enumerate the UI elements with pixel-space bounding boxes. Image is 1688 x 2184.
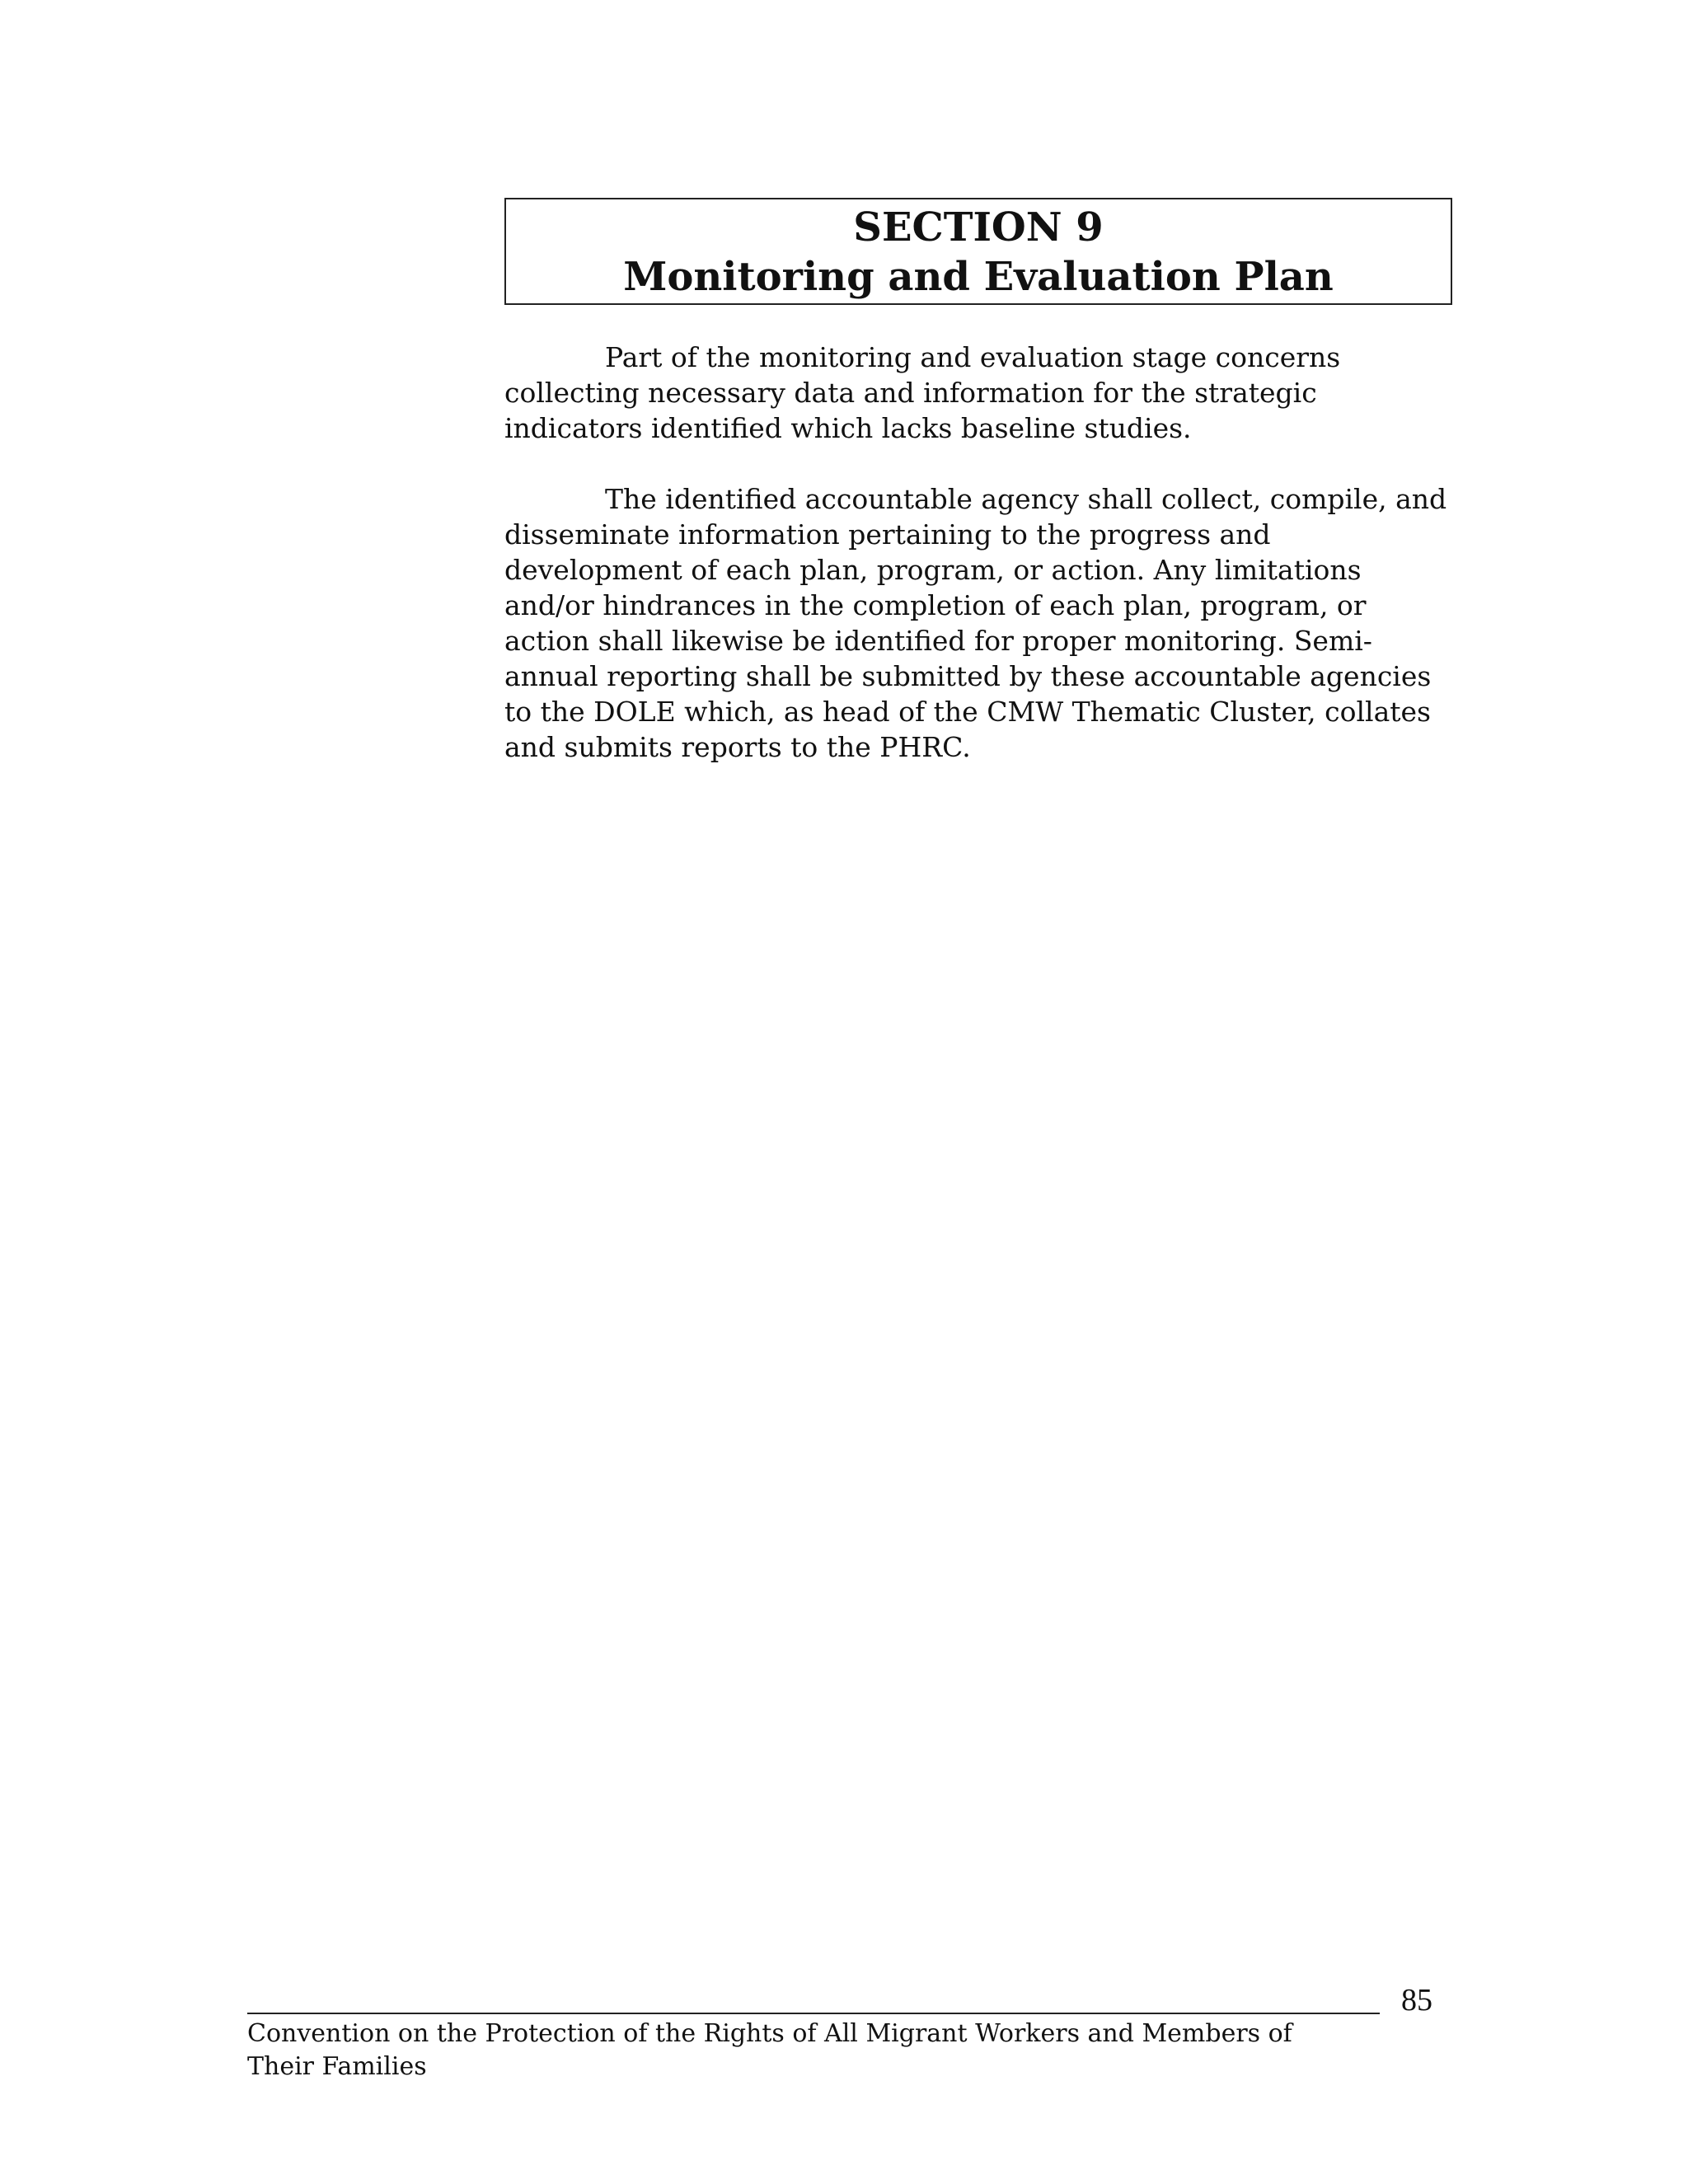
footer-divider xyxy=(247,2013,1380,2014)
body-paragraph-2: The identified accountable agency shall collect, compile, and disseminate information pertaining to the progress and development of each plan, program, or action. Any limitations and/or hindrances in the completion of each plan, program, or action shall likewise be identified for proper monitoring. Semi-annual reporting shall be submitted by these accountable agencies to the DOLE which, as head of the CMW Thematic Cluster, collates and submits reports to the PHRC. xyxy=(504,483,1447,763)
footer-text: Convention on the Protection of the Rights of All Migrant Workers and Members of Their Families xyxy=(247,2019,1292,2081)
section-title: Monitoring and Evaluation Plan xyxy=(623,254,1334,300)
page-number: 85 xyxy=(1401,1983,1432,2018)
section-heading-box xyxy=(504,198,1452,305)
section-number: SECTION 9 xyxy=(853,204,1104,251)
body-paragraph-1: Part of the monitoring and evaluation stage concerns collecting necessary data and information for the strategic indicators identified which lacks baseline studies. xyxy=(504,341,1341,444)
